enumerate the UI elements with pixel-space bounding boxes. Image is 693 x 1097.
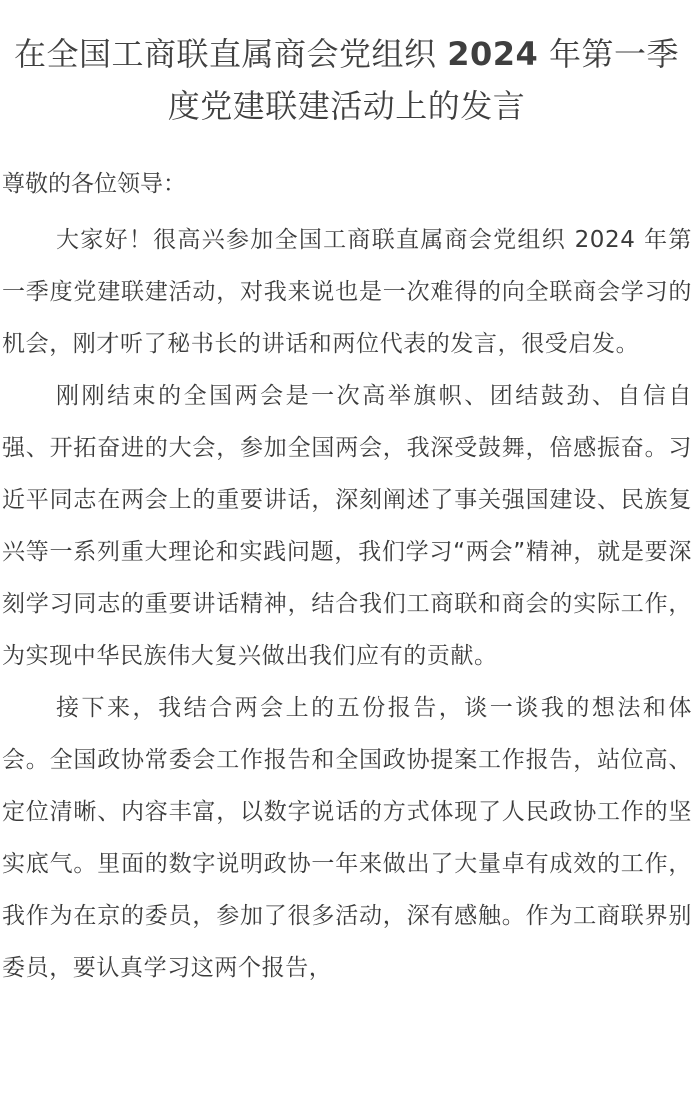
paragraph-reports: 接下来，我结合两会上的五份报告，谈一谈我的想法和体会。全国政协常委会工作报告和全国政协提案工作报告，站位高、定位清晰、内容丰富，以数字说话的方式体现了人民政协工作的坚实底气。里面的数字说明政协一年来做出了大量卓有成效的工作，我作为在京的委员，参加了很多活动，深有感触。作为工商联界别委员，要认真学习这两个报告， bbox=[2, 695, 692, 981]
title-part-2: 年第一季度党建联建活动上的发言 bbox=[167, 35, 679, 125]
document-body bbox=[2, 214, 692, 994]
title-part-1: 在全国工商联直属商会党组织 bbox=[14, 35, 448, 73]
paragraph-greeting: 大家好！很高兴参加全国工商联直属商会党组织 2024 年第一季度党建联建活动，对我来说也是一次难得的向全联商会学习的机会，刚才听了秘书长的讲话和两位代表的发言，很受启发。 bbox=[2, 227, 692, 357]
paragraph-two-sessions: 刚刚结束的全国两会是一次高举旗帜、团结鼓劲、自信自强、开拓奋进的大会，参加全国两会，我深受鼓舞，倍感振奋。习近平同志在两会上的重要讲话，深刻阐述了事关强国建设、民族复兴等一系列重大理论和实践问题，我们学习“两会”精神，就是要深刻学习同志的重要讲话精神，结合我们工商联和商会的实际工作，为实现中华民族伟大复兴做出我们应有的贡献。 bbox=[2, 383, 692, 669]
salutation: 尊敬的各位领导： bbox=[2, 171, 186, 197]
title-year: 2024 bbox=[447, 35, 539, 73]
document-title bbox=[0, 28, 693, 132]
